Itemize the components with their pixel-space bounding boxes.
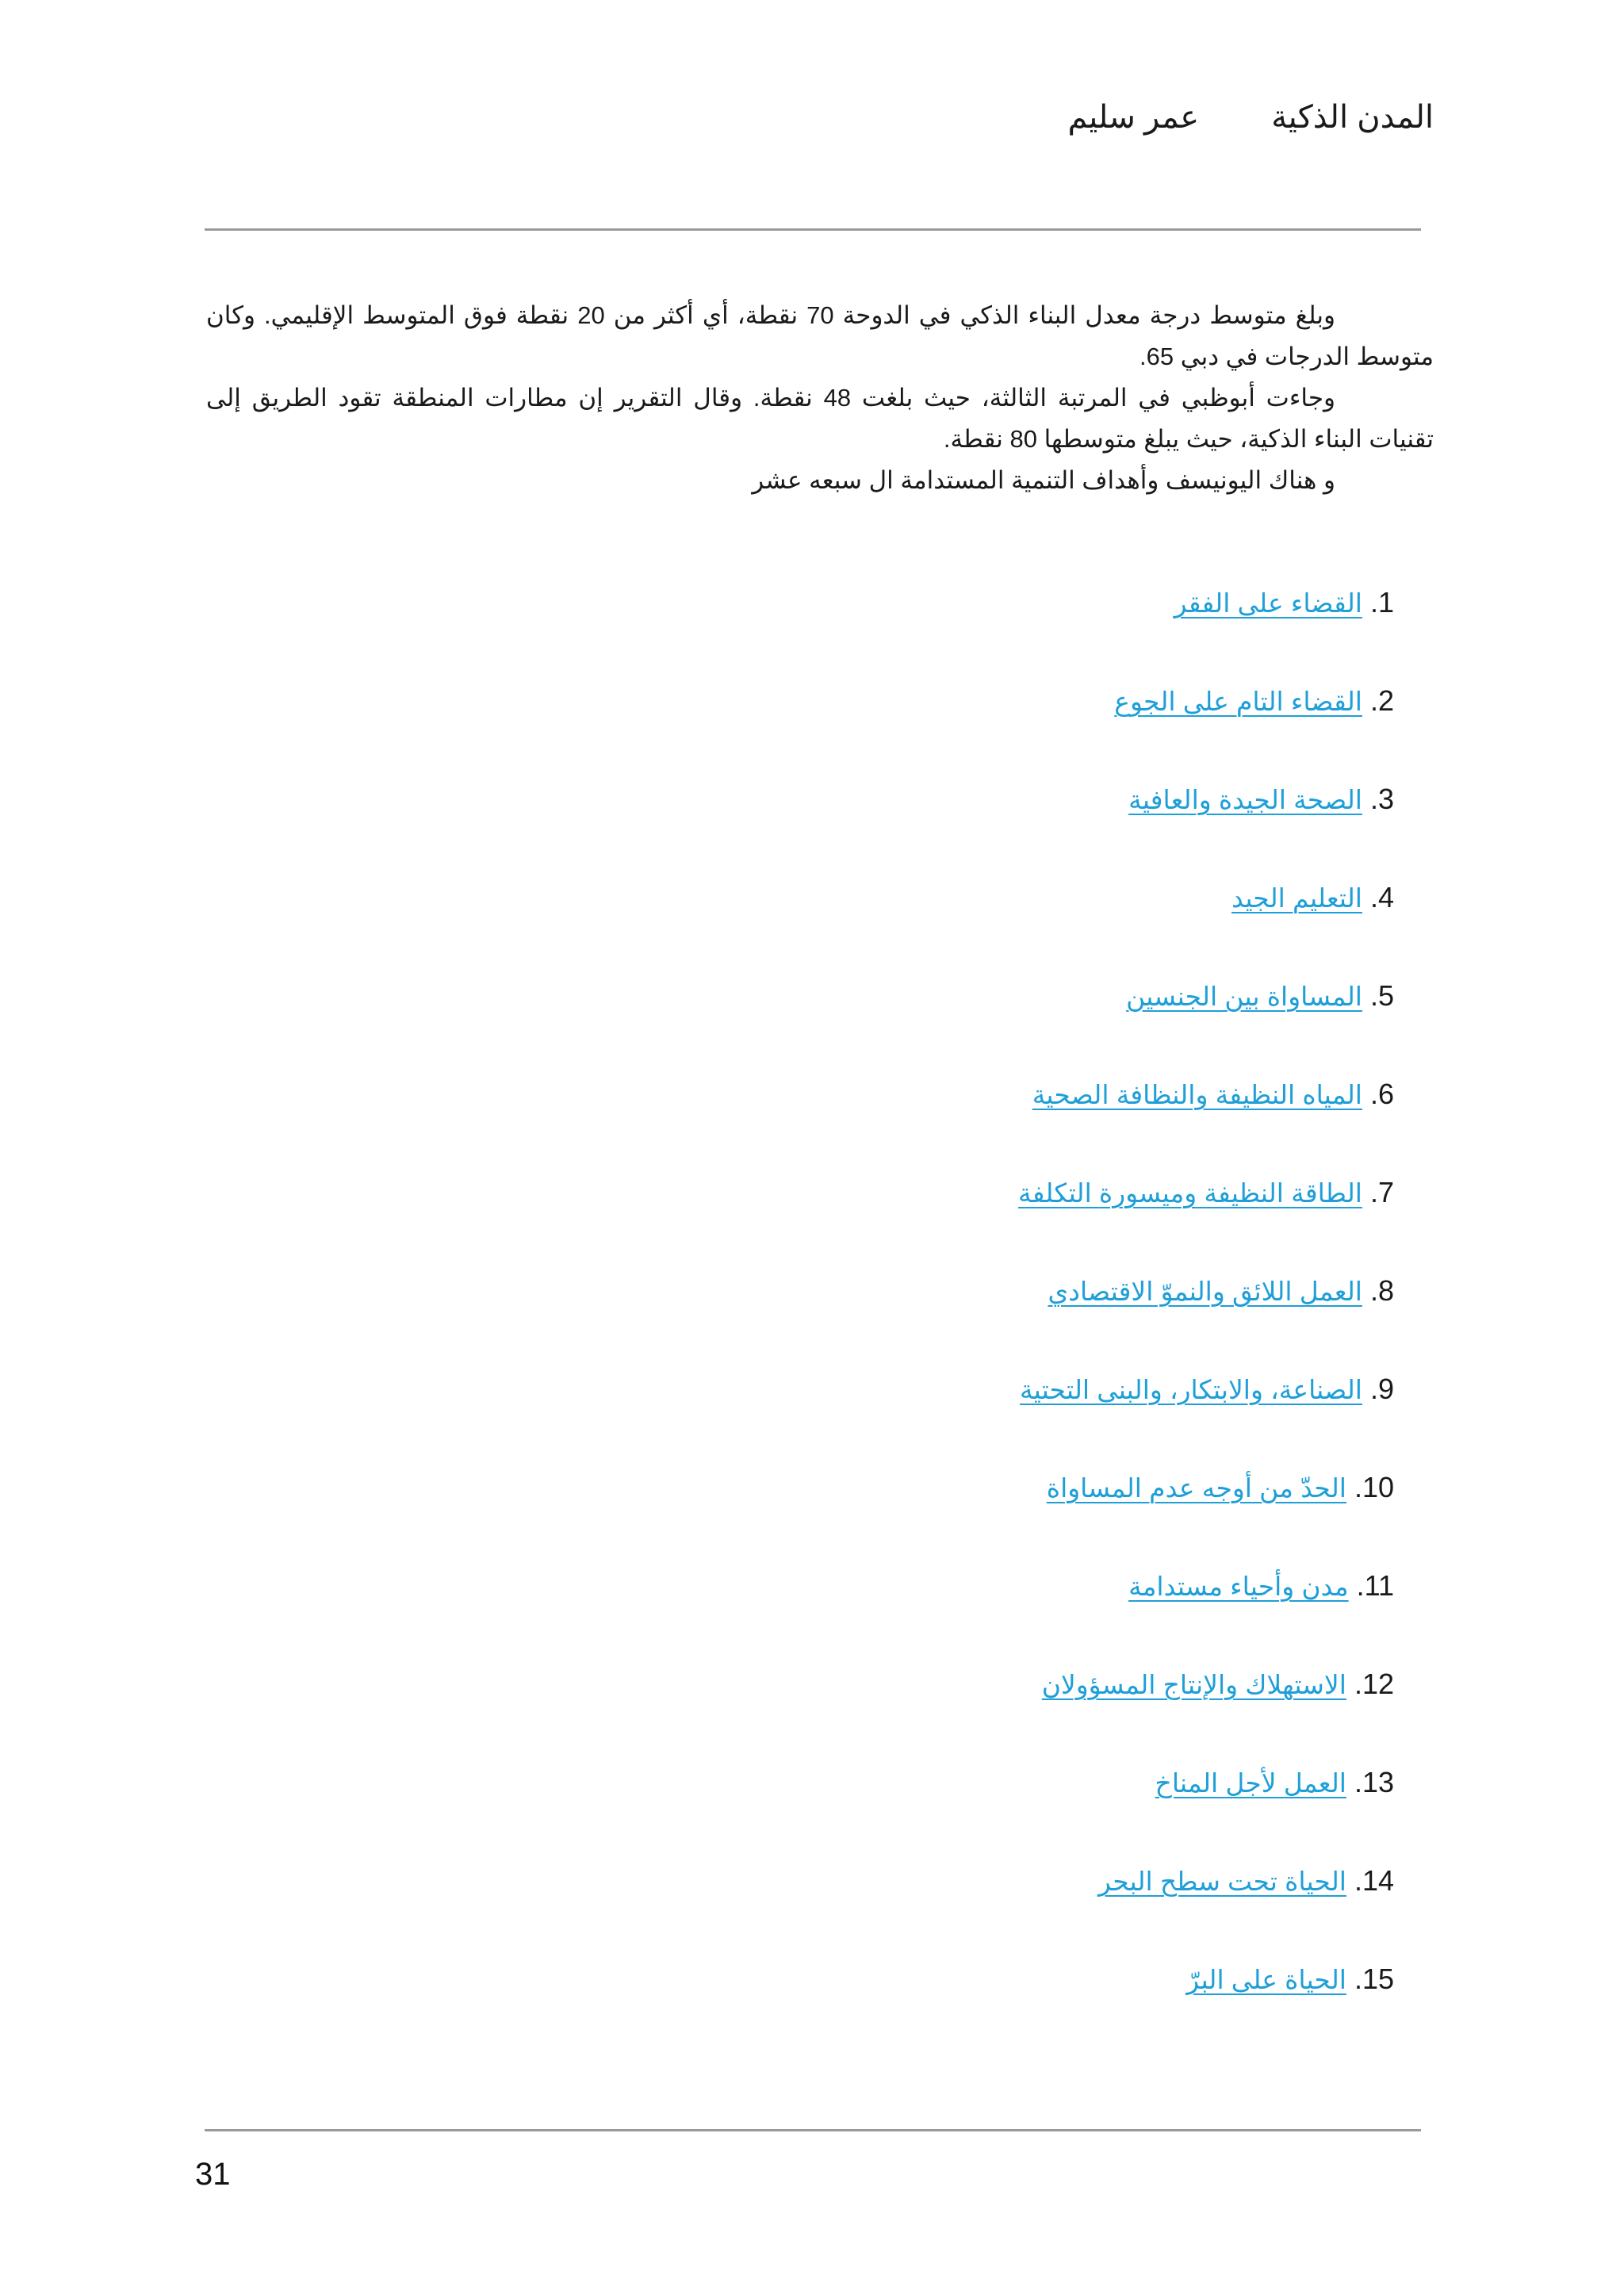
document-title: المدن الذكية (1271, 100, 1434, 135)
list-item-number: 11. (1356, 1569, 1394, 1602)
page-header (206, 94, 1434, 141)
list-item-number: 13. (1354, 1766, 1394, 1798)
list-item-number: 5. (1369, 979, 1394, 1012)
goal-link[interactable]: الحياة تحت سطح البحر (1098, 1867, 1346, 1896)
goal-link[interactable]: القضاء التام على الجوع (1114, 687, 1362, 716)
author-name: عمر سليم (1067, 100, 1200, 135)
paragraph: و هناك اليونيسف وأهداف التنمية المستدامة ال سبعه عشر (752, 466, 1335, 494)
list-item (206, 1364, 1394, 1462)
list-item-number: 8. (1369, 1274, 1394, 1307)
goal-link[interactable]: المساواة بين الجنسين (1126, 982, 1362, 1011)
list-item-number: 12. (1354, 1668, 1394, 1700)
list-item (206, 971, 1394, 1069)
list-item-number: 15. (1354, 1963, 1394, 1995)
paragraph: وبلغ متوسط درجة معدل البناء الذكي في الدوحة 70 نقطة، أي أكثر من 20 نقطة فوق المتوسط الإقليمي. وكان متوسط الدرجات في دبي 65. (206, 301, 1434, 370)
list-item-number: 7. (1369, 1176, 1394, 1208)
list-item (206, 1266, 1394, 1364)
goal-link[interactable]: الطاقة النظيفة وميسورة التكلفة (1018, 1178, 1362, 1208)
list-item (206, 1069, 1394, 1167)
page-number: 31 (195, 2157, 231, 2192)
list-item (206, 1954, 1394, 2052)
list-item-number: 4. (1369, 881, 1394, 913)
goal-link[interactable]: المياه النظيفة والنظافة الصحية (1032, 1080, 1362, 1109)
goal-link[interactable]: مدن وأحياء مستدامة (1128, 1572, 1349, 1601)
list-item (206, 1561, 1394, 1659)
goal-link[interactable]: العمل اللائق والنموّ الاقتصادي (1048, 1277, 1362, 1306)
goal-link[interactable]: الصناعة، والابتكار، والبنى التحتية (1019, 1375, 1362, 1404)
sdg-goals-list (206, 577, 1394, 2052)
list-item-number: 14. (1354, 1864, 1394, 1897)
list-item-number: 10. (1354, 1471, 1394, 1503)
list-item-number: 6. (1369, 1078, 1394, 1110)
list-item-number: 3. (1369, 783, 1394, 815)
paragraph: وجاءت أبوظبي في المرتبة الثالثة، حيث بلغت 48 نقطة. وقال التقرير إن مطارات المنطقة تقود الطريق إلى تقنيات البناء الذكية، حيث يبلغ متوسطها 80 نقطة. (206, 384, 1434, 453)
list-item-number: 1. (1369, 586, 1394, 618)
list-item (206, 1757, 1394, 1855)
list-item (206, 676, 1394, 774)
footer-divider (205, 2129, 1421, 2131)
list-item (206, 774, 1394, 872)
goal-link[interactable]: التعليم الجيد (1231, 883, 1362, 913)
goal-link[interactable]: الصحة الجيدة والعافية (1128, 785, 1362, 814)
list-item (206, 872, 1394, 971)
goal-link[interactable]: الحدّ من أوجه عدم المساواة (1046, 1473, 1346, 1503)
list-item-number: 9. (1369, 1373, 1394, 1405)
body-text (206, 295, 1434, 501)
list-item (206, 1659, 1394, 1757)
list-item (206, 1855, 1394, 1954)
goal-link[interactable]: الحياة على البرّ (1186, 1965, 1346, 1994)
goal-link[interactable]: القضاء على الفقر (1174, 588, 1362, 618)
header-divider (205, 228, 1421, 231)
list-item (206, 577, 1394, 676)
list-item (206, 1167, 1394, 1266)
list-item (206, 1462, 1394, 1561)
list-item-number: 2. (1369, 684, 1394, 717)
goal-link[interactable]: الاستهلاك والإنتاج المسؤولان (1041, 1670, 1346, 1699)
goal-link[interactable]: العمل لأجل المناخ (1155, 1768, 1346, 1798)
